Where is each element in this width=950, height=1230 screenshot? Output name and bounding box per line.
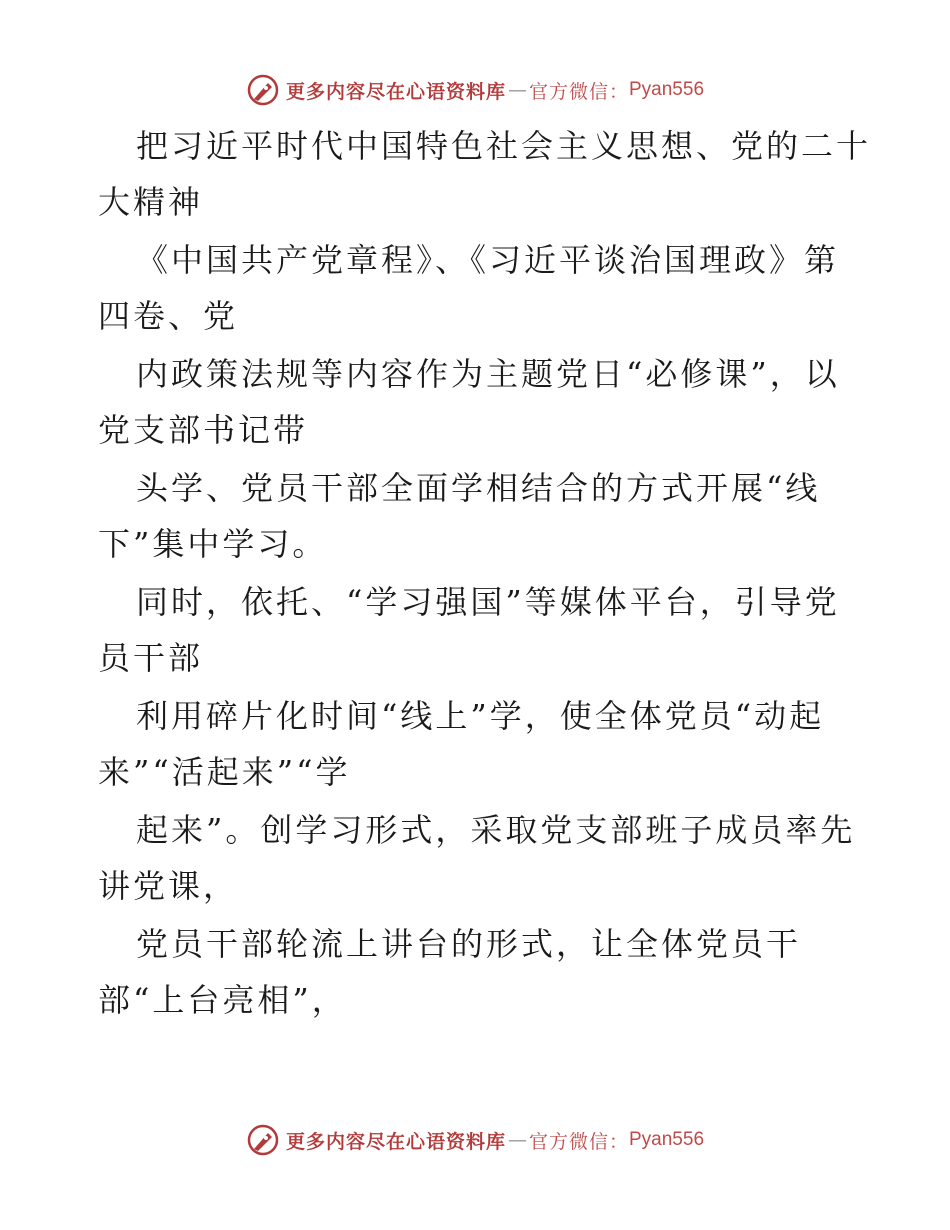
banner-official-text: 官方微信：: [528, 1130, 629, 1153]
banner-dash: —: [507, 1129, 527, 1151]
banner-wechat-id: Pyan556: [629, 1129, 705, 1150]
paragraph-line: 大精神: [98, 183, 204, 221]
paragraph-line: 起来”。创学习形式，采取党支部班子成员率先: [136, 811, 856, 849]
paragraph-line: 讲党课，: [98, 867, 239, 905]
paragraph-line: 部“上台亮相”，: [98, 981, 347, 1019]
paragraph-line: 员干部: [98, 639, 204, 677]
footer-banner: [0, 1120, 950, 1160]
paragraph-line: 《中国共产党章程》、《习近平谈治国理政》第: [136, 241, 840, 279]
paragraph: [98, 574, 858, 686]
banner-brand-text: 更多内容尽在心语资料库: [285, 80, 506, 103]
banner-official-text: 官方微信：: [528, 80, 629, 103]
paragraph-line: 利用碎片化时间“线上”学，使全体党员“动起: [136, 697, 825, 735]
paragraph: [98, 232, 858, 344]
banner-brand-text: 更多内容尽在心语资料库: [285, 1130, 506, 1153]
paragraph-line: 把习近平时代中国特色社会主义思想、党的二十: [136, 127, 872, 165]
paragraph: [98, 916, 858, 1028]
pen-nib-logo-icon: [246, 73, 280, 107]
paragraph: [98, 118, 872, 230]
banner-wechat-id: Pyan556: [629, 79, 705, 100]
paragraph: [98, 346, 858, 458]
paragraph-line: 四卷、党: [98, 297, 239, 335]
header-banner: [0, 70, 950, 110]
pen-nib-logo-icon: [246, 1123, 280, 1157]
paragraph: [98, 460, 858, 572]
banner-dash: —: [507, 79, 527, 101]
paragraph: [98, 802, 858, 914]
paragraph-line: 同时，依托、“学习强国”等媒体平台，引导党: [136, 583, 840, 621]
document-body: [98, 118, 872, 1030]
paragraph-line: 头学、党员干部全面学相结合的方式开展“线: [136, 469, 821, 507]
paragraph: [98, 688, 858, 800]
paragraph-line: 下”集中学习。: [98, 525, 328, 563]
paragraph-line: 来”“活起来”“学: [98, 753, 351, 791]
paragraph-line: 内政策法规等内容作为主题党日“必修课”，以: [136, 355, 840, 393]
paragraph-line: 党支部书记带: [98, 411, 309, 449]
paragraph-line: 党员干部轮流上讲台的形式，让全体党员干: [136, 925, 802, 963]
